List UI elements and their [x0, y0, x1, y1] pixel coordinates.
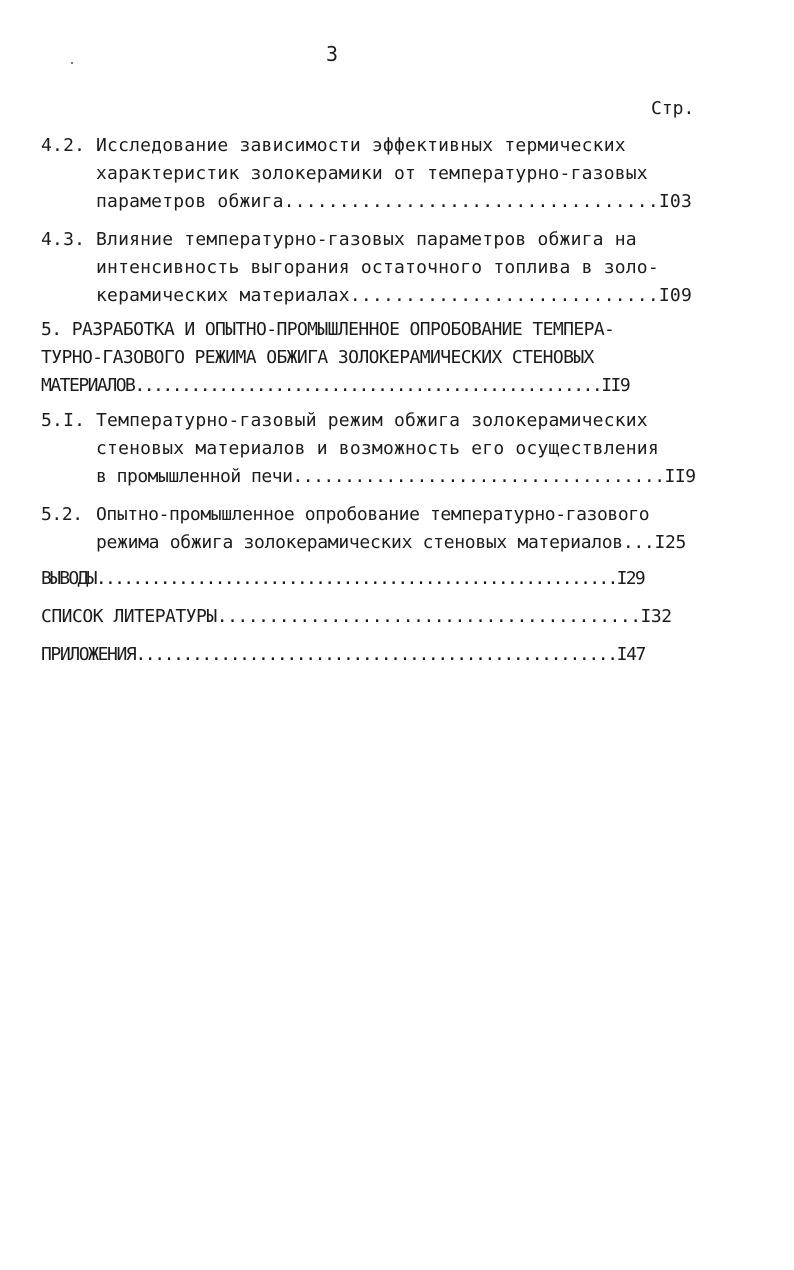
toc-entry-conclusions: ВЫВОДЫ.........................................................I29: [41, 568, 645, 589]
stray-dot: [71, 62, 73, 64]
toc-line: МАТЕРИАЛОВ..................................................II9: [41, 375, 630, 396]
page-column-header: Стр.: [651, 98, 695, 119]
toc-entry-text: Влияние температурно-газовых параметров обжига на: [96, 229, 637, 250]
toc-entry-number: 4.2.: [41, 135, 86, 156]
toc-entry-number: 5.2.: [41, 504, 83, 525]
toc-line: [41, 226, 637, 254]
toc-line: в промышленной печи....................................II9: [96, 466, 696, 487]
toc-entry-text: Температурно-газовый режим обжига золокерамических: [96, 410, 648, 431]
toc-line: ТУРНО-ГАЗОВОГО РЕЖИМА ОБЖИГА ЗОЛОКЕРАМИЧЕСКИХ СТЕНОВЫХ: [41, 347, 594, 368]
toc-entry-appendices: ПРИЛОЖЕНИЯ...................................................I47: [41, 644, 645, 665]
page-number: 3: [326, 42, 339, 66]
toc-line: [41, 316, 614, 344]
toc-entry-text: Исследование зависимости эффективных термических: [96, 135, 626, 156]
toc-entry-text: Опытно-промышленное опробование температурно-газового: [96, 504, 650, 525]
toc-line: режима обжига золокерамических стеновых материалов...I25: [96, 532, 687, 553]
toc-line: параметров обжига..................................I03: [96, 191, 692, 212]
toc-line: керамических материалах............................I09: [96, 285, 692, 306]
toc-line: [41, 407, 648, 435]
toc-line: [41, 132, 626, 160]
toc-line: характеристик золокерамики от температурно-газовых: [96, 163, 648, 184]
toc-entry-number: 4.3.: [41, 229, 86, 250]
toc-entry-text: РАЗРАБОТКА И ОПЫТНО-ПРОМЫШЛЕННОЕ ОПРОБОВАНИЕ ТЕМПЕРА-: [71, 319, 615, 340]
toc-entry-references: СПИСОК ЛИТЕРАТУРЫ.........................................I32: [41, 606, 672, 627]
toc-line: интенсивность выгорания остаточного топлива в золо-: [96, 257, 659, 278]
toc-line: [41, 501, 649, 529]
toc-line: стеновых материалов и возможность его осуществления: [96, 438, 659, 459]
toc-entry-number: 5.I.: [41, 410, 86, 431]
toc-entry-number: 5.: [41, 319, 62, 340]
